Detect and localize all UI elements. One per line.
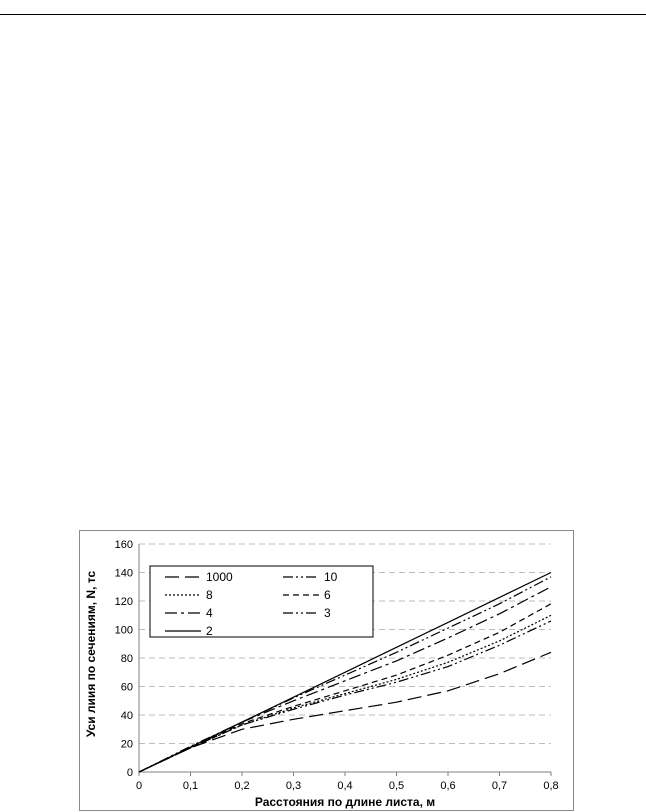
y-tick-label: 20 — [120, 738, 133, 751]
y-axis-label: Уси лиия по сечениям, N, тс — [84, 570, 98, 738]
legend-label-3: 3 — [324, 606, 331, 620]
series-line-8 — [139, 615, 551, 772]
y-tick-label: 100 — [114, 624, 133, 637]
y-tick-label: 140 — [114, 567, 133, 580]
y-tick-label: 120 — [114, 596, 133, 608]
page-top-rule — [0, 14, 646, 15]
legend-label-4: 4 — [206, 606, 213, 620]
x-tick-label: 0,4 — [337, 780, 353, 792]
y-tick-label: 40 — [120, 710, 133, 722]
legend-label-1000: 1000 — [206, 570, 233, 584]
x-tick-label: 0,2 — [234, 780, 250, 792]
x-tick-label: 0,3 — [285, 780, 302, 792]
legend-label-6: 6 — [324, 588, 331, 602]
legend-label-10: 10 — [324, 570, 338, 584]
legend-label-8: 8 — [206, 588, 213, 602]
x-tick-label: 0,1 — [182, 780, 199, 792]
series-line-1000 — [139, 652, 551, 772]
y-tick-label: 0 — [126, 767, 133, 779]
x-tick-label: 0 — [135, 780, 143, 792]
x-tick-label: 0,7 — [491, 780, 508, 792]
chart-figure — [79, 530, 574, 811]
x-axis-label: Расстояния по длине листа, м — [254, 795, 436, 809]
y-tick-label: 80 — [120, 653, 133, 665]
x-tick-label: 0,5 — [388, 780, 405, 792]
x-tick-label: 0,6 — [440, 780, 456, 792]
line-chart — [80, 531, 575, 812]
series-line-10 — [139, 621, 551, 772]
x-tick-label: 0,8 — [543, 780, 559, 792]
legend-box — [150, 566, 373, 637]
legend-label-2: 2 — [206, 624, 213, 638]
y-tick-label: 160 — [114, 539, 133, 551]
y-tick-label: 60 — [120, 681, 133, 694]
